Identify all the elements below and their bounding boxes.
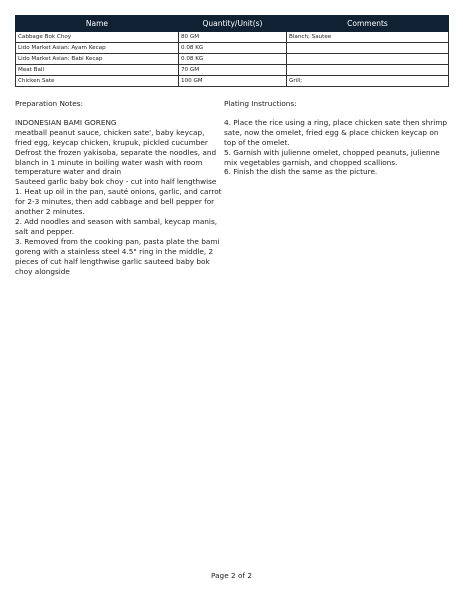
ingredient-name: Cabbage Bok Choy [16,32,179,43]
plating-heading: Plating Instructions: [224,99,297,108]
table-row [16,43,449,54]
preparation-heading: Preparation Notes: [15,99,84,108]
prep-step: 3. Removed from the cooking pan, pasta plate the bami goreng with a stainless steel 4.5" ring in the middle, 2 pieces of cut half lengthwise garlic sauteed baby bok choy alongside [15,236,220,276]
column-header-comments: Comments [287,16,449,32]
column-header-quantity: Quantity/Unit(s) [179,16,287,32]
prep-line: Defrost the frozen yakisoba, separate the noodles, and blanch in 1 minute in boiling water wash with room temperature water and drain [15,147,217,177]
table-row [16,76,449,87]
ingredient-comment [287,43,449,54]
prep-step: 2. Add noodles and season with sambal, keycap manis, salt and pepper. [15,216,218,236]
ingredient-comment [287,54,449,65]
ingredient-quantity: 70 GM [179,65,287,76]
plating-instructions [224,99,450,177]
ingredient-quantity: 80 GM [179,32,287,43]
ingredient-name: Lido Market Asian: Babi Kecap [16,54,179,65]
preparation-notes [15,99,223,276]
prep-line: Sauteed garlic baby bok choy - cut into half lengthwise [15,177,217,187]
ingredient-quantity: 0.08 KG [179,43,287,54]
table-header-row [16,16,449,32]
page-number: Page 2 of 2 [211,571,252,580]
ingredient-comment: Blanch; Sautee [287,32,449,43]
prep-step: 1. Heat up oil in the pan, sauté onions, garlic, and carrot for 2-3 minutes, then add cabbage and bell pepper for another 2 minutes. [15,187,222,217]
ingredient-quantity: 100 GM [179,76,287,87]
prep-line: meatball peanut sauce, chicken sate', baby keycap, fried egg, keycap chicken, krupuk, pickled cucumber [15,127,208,147]
ingredient-comment [287,65,449,76]
plating-step: 4. Place the rice using a ring, place chicken sate then shrimp sate, now the omelet, fried egg & place chicken keycap on top of the omelet. [224,117,447,147]
ingredients-table [15,15,449,87]
ingredient-name: Lido Market Asian: Ayam Kecap [16,43,179,54]
plating-step: 6. Finish the dish the same as the picture. [224,167,378,177]
column-header-name: Name [16,16,179,32]
ingredient-name: Chicken Sate [16,76,179,87]
table-row [16,65,449,76]
recipe-title: INDONESIAN BAMI GORENG [15,117,117,127]
plating-step: 5. Garnish with julienne omelet, chopped peanuts, julienne mix vegetables garnish, and chopped scallions. [224,147,440,167]
table-row [16,32,449,43]
ingredient-comment: Grill; [287,76,449,87]
table-row [16,54,449,65]
ingredient-name: Meat Ball [16,65,179,76]
ingredient-quantity: 0.08 KG [179,54,287,65]
